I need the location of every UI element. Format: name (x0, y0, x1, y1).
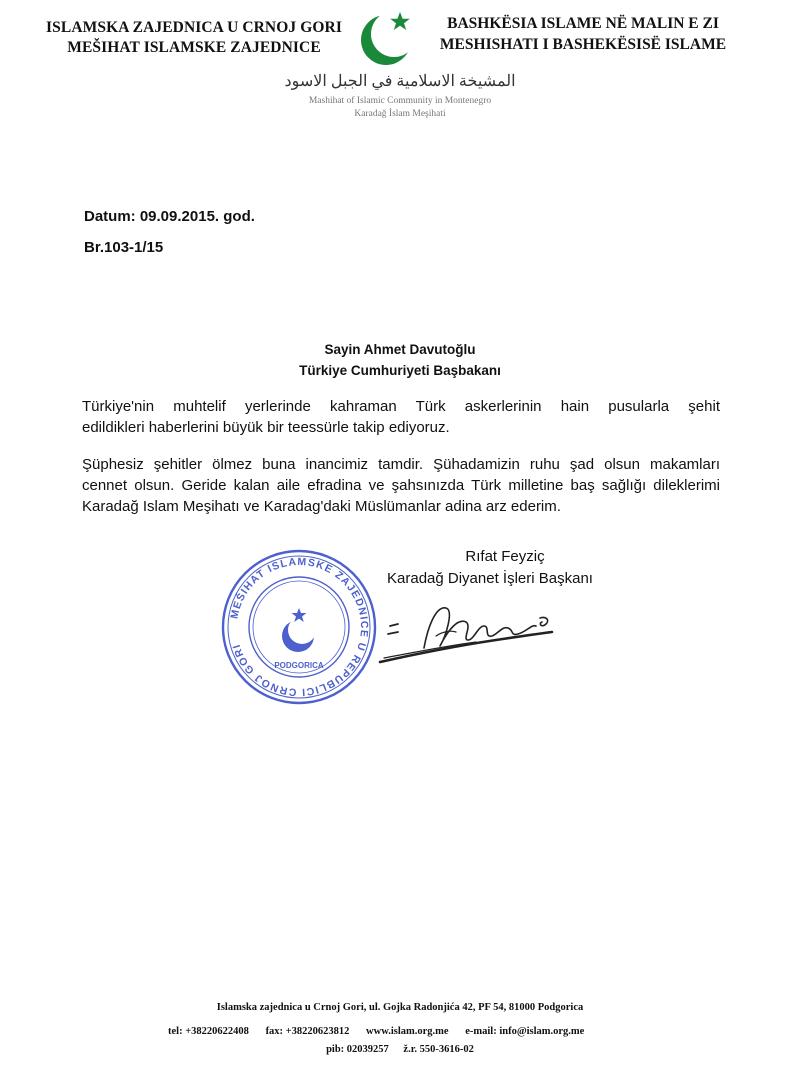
footer-address: Islamska zajednica u Crnoj Gori, ul. Gojka Radonjića 42, PF 54, 81000 Podgorica (216, 1002, 584, 1013)
footer-zr: ž.r. 550-3616-02 (403, 1044, 474, 1055)
footer-pib: pib: 02039257 (326, 1044, 389, 1055)
letterhead-turkish: Karadağ İslam Meşihati (354, 109, 446, 119)
letterhead-left (34, 18, 354, 58)
addressee-name: Sayin Ahmet Davutoğlu (324, 342, 476, 357)
official-stamp (220, 548, 378, 706)
footer-contacts (168, 1026, 598, 1037)
letterhead-right (418, 13, 748, 55)
footer-fax: fax: +38220623812 (265, 1026, 350, 1037)
addressee-title: Türkiye Cumhuriyeti Başbakanı (299, 363, 501, 378)
letterhead-right-line1: BASHKËSIA ISLAME NË MALIN E ZI (447, 15, 719, 32)
body-line: Türkiye'nin muhtelif yerlerinde kahraman Türk askerlerinin hain pusularla şehit (82, 398, 720, 415)
document-date: Datum: 09.09.2015. god. (84, 208, 255, 225)
letterhead-left-line2: MEŠIHAT ISLAMSKE ZAJEDNICE (67, 39, 321, 56)
footer-tel: tel: +38220622408 (168, 1026, 249, 1037)
document-number: Br.103-1/15 (84, 239, 164, 256)
body-paragraph-2 (82, 454, 720, 517)
body-line: edildikleri haberlerini büyük bir teessürle takip ediyoruz. (82, 419, 450, 436)
signer-position: Karadağ Diyanet İşleri Başkanı (387, 570, 593, 587)
letterhead-english: Mashihat of Islamic Community in Montenegro (308, 96, 492, 106)
crescent-star-icon (358, 6, 418, 70)
footer-web: www.islam.org.me (366, 1026, 449, 1037)
footer-registration (0, 1044, 800, 1055)
body-paragraph-1 (82, 396, 720, 438)
body-line: Şüphesiz şehitler ölmez buna inancimiz tamdir. Şühadamizin ruhu şad olsun makamları (82, 456, 720, 473)
letterhead-right-line2: MESHISHATI I BASHEKËSISË ISLAME (439, 36, 727, 53)
letterhead-arabic: المشيخة الاسلامية في الجبل الاسود (284, 73, 516, 90)
letterhead-left-line1: ISLAMSKA ZAJEDNICA U CRNOJ GORI (46, 19, 342, 36)
signature-block (380, 546, 600, 590)
handwritten-signature (376, 596, 556, 670)
body-line: Karadağ Islam Meşihatı ve Karadag'daki Müslümanlar adina arz ederim. (82, 498, 561, 515)
stamp-city: PODGORICA (274, 661, 324, 670)
footer-email: e-mail: info@islam.org.me (465, 1026, 585, 1037)
signer-name: Rıfat Feyziç (465, 548, 545, 565)
body-line: cennet olsun. Geride kalan aile efradina ve şahsınızda Türk milletine baş sağlığı dileklerimi (82, 477, 720, 494)
stamp-outer-text: MEŠIHAT ISLAMSKE ZAJEDNICE U REPUBLICI CRNOJ GORI (228, 555, 371, 699)
